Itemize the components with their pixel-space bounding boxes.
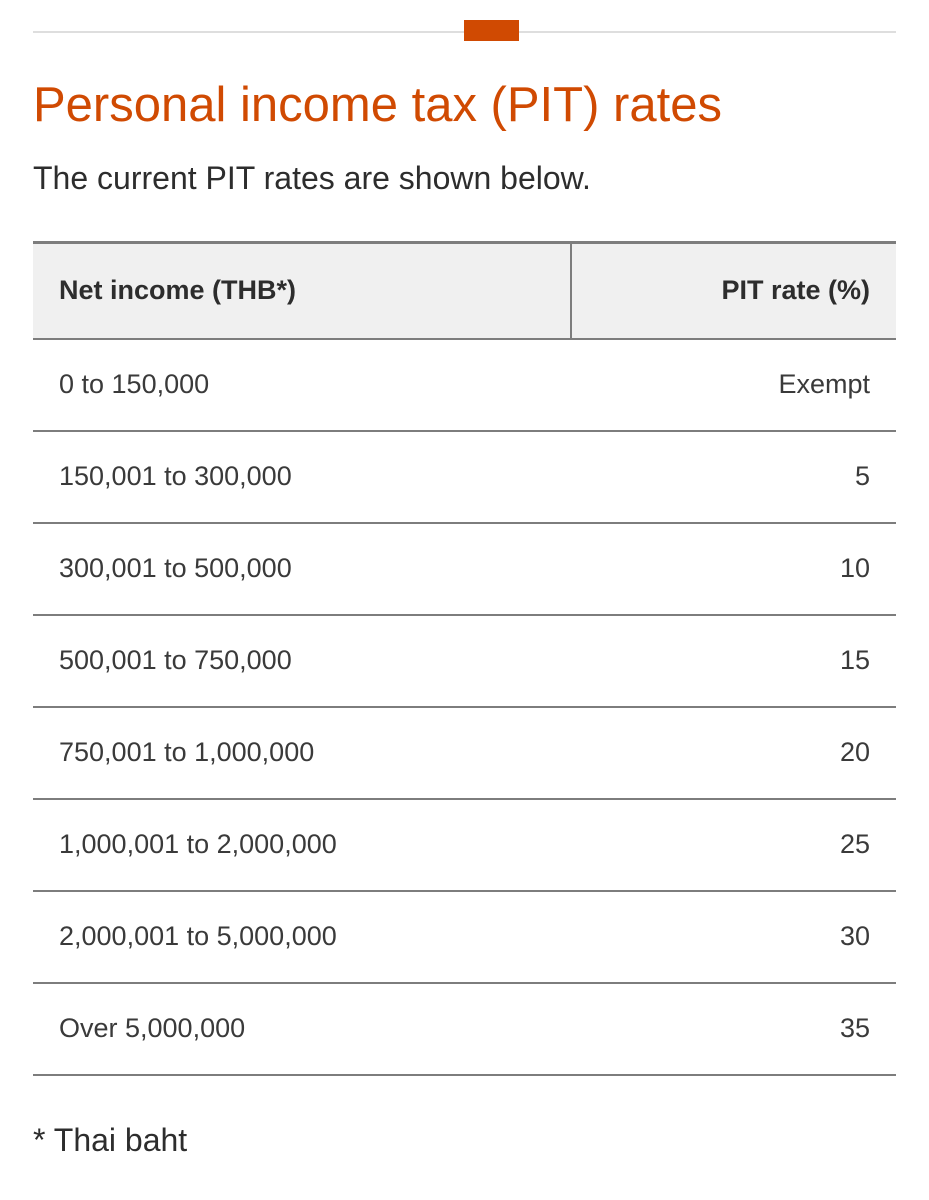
pit-rate-cell: 5 — [571, 431, 896, 523]
pit-rate-cell: 15 — [571, 615, 896, 707]
table-row — [33, 799, 896, 891]
table-header-row — [33, 243, 896, 339]
pit-rate-cell: 20 — [571, 707, 896, 799]
net-income-cell: 2,000,001 to 5,000,000 — [33, 891, 571, 983]
table-row — [33, 983, 896, 1075]
pit-rate-cell: 35 — [571, 983, 896, 1075]
net-income-cell: 300,001 to 500,000 — [33, 523, 571, 615]
table-row — [33, 615, 896, 707]
table-row — [33, 523, 896, 615]
table-row — [33, 431, 896, 523]
net-income-cell: 0 to 150,000 — [33, 339, 571, 431]
net-income-cell: 150,001 to 300,000 — [33, 431, 571, 523]
pit-rate-cell: Exempt — [571, 339, 896, 431]
column-header-pit-rate: PIT rate (%) — [571, 243, 896, 339]
pit-rate-cell: 30 — [571, 891, 896, 983]
net-income-cell: 750,001 to 1,000,000 — [33, 707, 571, 799]
net-income-cell: Over 5,000,000 — [33, 983, 571, 1075]
page-title: Personal income tax (PIT) rates — [33, 78, 722, 132]
pit-rate-cell: 10 — [571, 523, 896, 615]
pit-rates-table — [33, 241, 896, 1076]
intro-text: The current PIT rates are shown below. — [33, 160, 591, 196]
net-income-cell: 500,001 to 750,000 — [33, 615, 571, 707]
column-header-net-income: Net income (THB*) — [33, 243, 571, 339]
accent-bar — [464, 20, 519, 41]
footnote: * Thai baht — [33, 1122, 188, 1158]
pit-rate-cell: 25 — [571, 799, 896, 891]
table-row — [33, 707, 896, 799]
table-row — [33, 891, 896, 983]
table-row — [33, 339, 896, 431]
net-income-cell: 1,000,001 to 2,000,000 — [33, 799, 571, 891]
